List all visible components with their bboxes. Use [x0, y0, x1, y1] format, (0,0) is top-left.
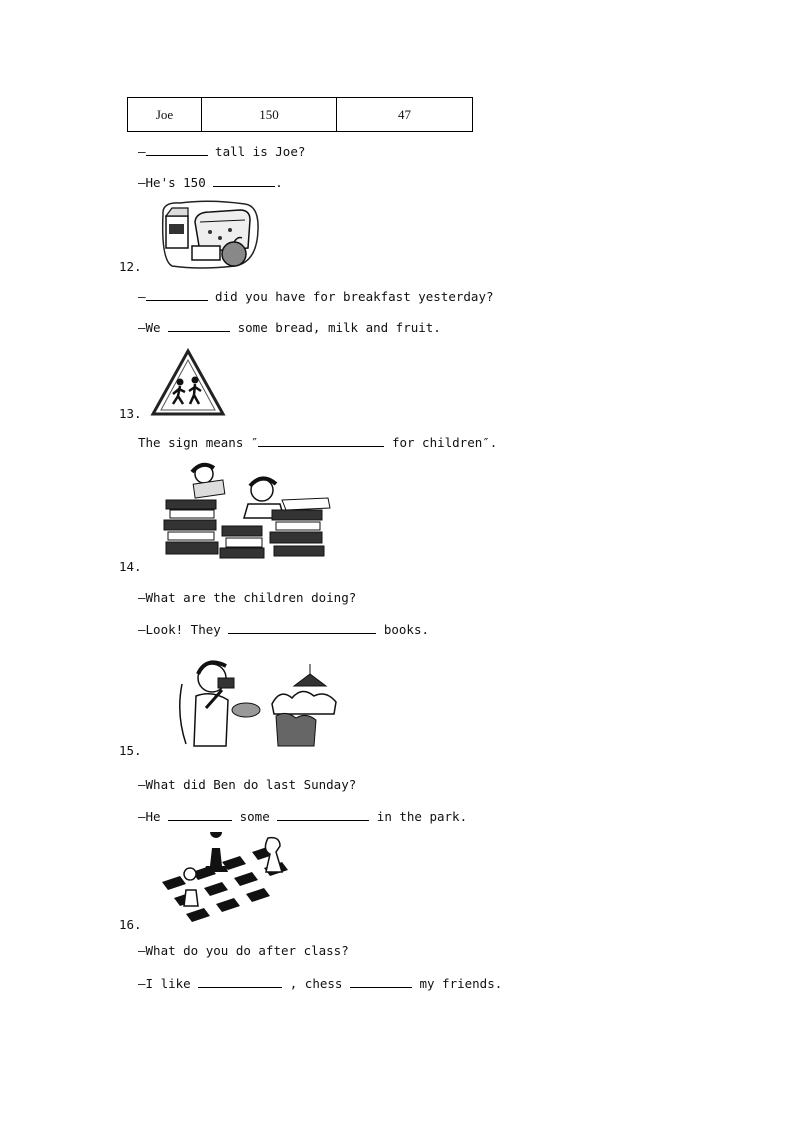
- chess-board-picture: [156, 832, 302, 922]
- q16-answer-mid: , chess: [282, 976, 350, 991]
- q15-answer-mid: some: [232, 809, 278, 824]
- q11-question-line: [138, 143, 305, 160]
- q14-answer-suffix: books.: [376, 622, 429, 637]
- q16-blank-2[interactable]: [350, 975, 412, 988]
- table-row: [128, 98, 473, 132]
- q11-answer-suffix: .: [275, 175, 283, 190]
- q12-blank-2[interactable]: [168, 319, 230, 332]
- q11-answer-prefix: —He's 150: [138, 175, 214, 190]
- q12-question-line: [138, 288, 494, 305]
- q11-answer-line: [138, 174, 283, 191]
- breakfast-food-picture: [160, 200, 260, 270]
- q16-question-line: —What do you do after class?: [138, 943, 349, 958]
- q12-answer-suffix: some bread, milk and fruit.: [230, 320, 441, 335]
- question-number-14: 14.: [119, 559, 142, 574]
- q15-answer-line: [138, 808, 467, 825]
- question-number-16: 16.: [119, 917, 142, 932]
- q16-answer-suffix: my friends.: [411, 976, 503, 991]
- q15-question-line: —What did Ben do last Sunday?: [138, 777, 357, 792]
- q15-answer-prefix: —He: [138, 809, 169, 824]
- q15-answer-suffix: in the park.: [369, 809, 468, 824]
- boy-taking-photos-picture: [176, 654, 340, 750]
- q15-blank-2[interactable]: [277, 808, 369, 821]
- table-cell-name: Joe: [128, 98, 202, 132]
- q16-blank-1[interactable]: [198, 975, 282, 988]
- q11-blank-1[interactable]: [146, 143, 208, 156]
- table-cell-weight: 47: [337, 98, 473, 132]
- q11-prefix: —: [138, 144, 146, 159]
- q12-blank-1[interactable]: [146, 288, 208, 301]
- q13-question-line: [138, 434, 497, 451]
- q14-question-line: —What are the children doing?: [138, 590, 357, 605]
- q14-answer-line: [138, 621, 429, 638]
- q13-prefix: The sign means ″: [138, 435, 259, 450]
- question-number-12: 12.: [119, 259, 142, 274]
- q14-blank[interactable]: [228, 621, 376, 634]
- q13-blank[interactable]: [258, 434, 384, 447]
- q15-blank-1[interactable]: [168, 808, 232, 821]
- table-cell-height: 150: [202, 98, 337, 132]
- children-reading-picture: [162, 460, 334, 564]
- q11-suffix: tall is Joe?: [207, 144, 306, 159]
- q14-answer-prefix: —Look! They: [138, 622, 229, 637]
- data-table: [127, 97, 473, 132]
- q13-suffix: for children″.: [384, 435, 498, 450]
- q16-answer-line: [138, 975, 502, 992]
- q12-prefix: —: [138, 289, 146, 304]
- q12-answer-line: [138, 319, 441, 336]
- q12-suffix: did you have for breakfast yesterday?: [207, 289, 494, 304]
- q16-answer-prefix: —I like: [138, 976, 199, 991]
- question-number-13: 13.: [119, 406, 142, 421]
- q12-answer-prefix: —We: [138, 320, 169, 335]
- q11-blank-2[interactable]: [213, 174, 275, 187]
- children-crossing-sign-picture: [150, 348, 226, 418]
- question-number-15: 15.: [119, 743, 142, 758]
